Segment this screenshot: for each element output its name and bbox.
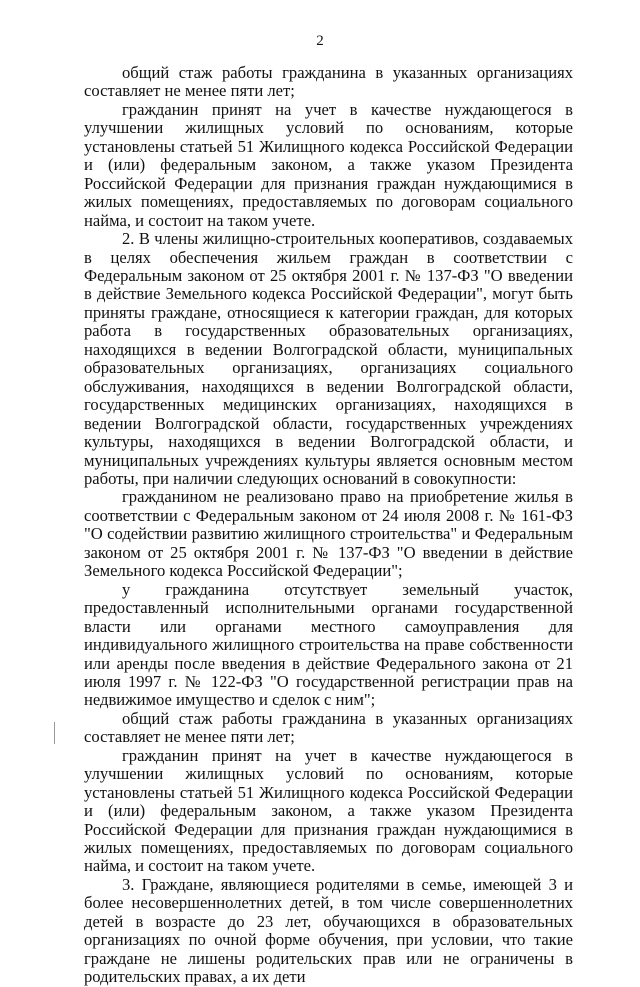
paragraph-no-land-plot: у гражданина отсутствует земельный участок, предоставленный исполнительными органами государственной власти или органами местного самоуправления для индивидуального жилищного строительства на праве собственности или аренды после введения в действие Федерального закона от 21 июля 1997 г. № 122-ФЗ "О государственной регистрации прав на недвижимое имущество и сделок с ним";	[84, 579, 573, 710]
paragraph-work-experience-2: общий стаж работы гражданина в указанных организациях составляет не менее пяти лет;	[84, 708, 573, 747]
paragraph-work-experience-1: общий стаж работы гражданина в указанных организациях составляет не менее пяти лет;	[84, 63, 573, 101]
paragraph-housing-registration-2: гражданин принят на учет в качестве нуждающегося в улучшении жилищных условий по основаниям, которые установлены статьей 51 Жилищного кодекса Российской Федерации и (или) федеральным законом, а также указом Президента Российской Федерации для признания граждан нуждающимися в жилых помещениях, предоставляемых по договорам социального найма, и состоит на таком учете.	[84, 745, 573, 876]
paragraph-housing-registration-1: гражданин принят на учет в качестве нуждающегося в улучшении жилищных условий по основаниям, которые установлены статьей 51 Жилищного кодекса Российской Федерации и (или) федеральным законом, а также указом Президента Российской Федерации для признания граждан нуждающимися в жилых помещениях, предоставляемых по договорам социального найма, и состоит на таком учете.	[84, 99, 573, 230]
page-number: 2	[316, 33, 324, 49]
paragraph-clause-2: 2. В члены жилищно-строительных кооперативов, создаваемых в целях обеспечения жильем граждан в соответствии с Федеральным законом от 25 октября 2001 г. № 137-ФЗ "О введении в действие Земельного кодекса Российской Федерации", могут быть приняты граждане, относящиеся к категории граждан, для которых работа в государственных образовательных организациях, находящихся в ведении Волгоградской области, муниципальных образовательных организациях, организациях социального обслуживания, находящихся в ведении Волгоградской области, государственных медицинских организациях, находящихся в ведении Волгоградской области, государственных учреждениях культуры, находящихся в ведении Волгоградской области, и муниципальных учреждениях культуры является основным местом работы, при наличии следующих оснований в совокупности:	[84, 229, 573, 488]
paragraph-clause-3: 3. Граждане, являющиеся родителями в семье, имеющей 3 и более несовершеннолетних детей, в том числе совершеннолетних детей в возрасте до 23 лет, обучающихся в образовательных организациях по очной форме обучения, при условии, что такие граждане не лишены родительских прав или не ограничены в родительских правах, а их дети	[84, 874, 573, 987]
paragraph-housing-right-not-used: гражданином не реализовано право на приобретение жилья в соответствии с Федеральным законом от 24 июля 2008 г. № 161-ФЗ "О содействии развитию жилищного строительства" и Федеральным законом от 25 октября 2001 г. № 137-ФЗ "О введении в действие Земельного кодекса Российской Федерации";	[84, 487, 573, 581]
document-body	[84, 64, 573, 987]
margin-mark	[54, 722, 55, 744]
